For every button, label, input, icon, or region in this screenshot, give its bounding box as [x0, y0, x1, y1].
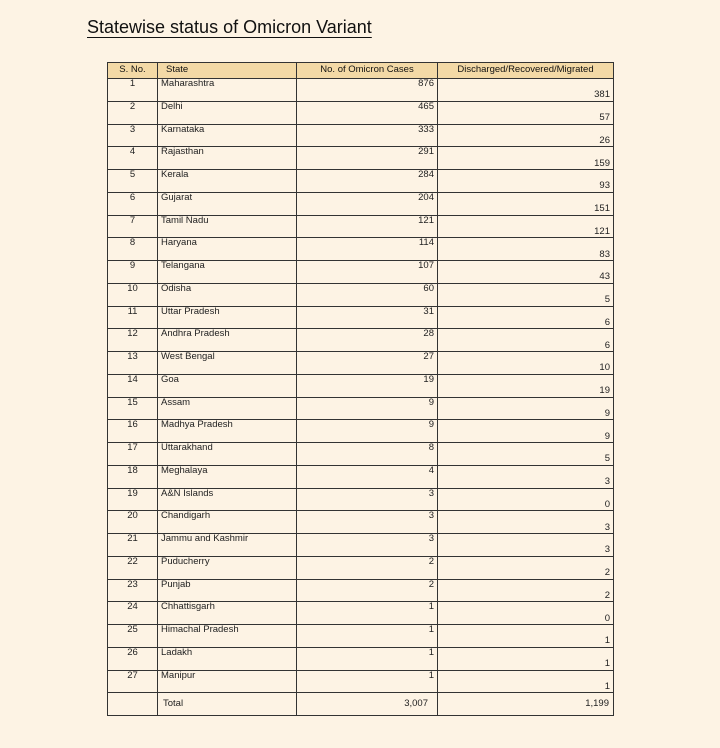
cell-cases: 3 — [297, 511, 438, 534]
cell-cases: 9 — [297, 397, 438, 420]
cell-discharged: 10 — [438, 352, 614, 375]
cell-sno: 12 — [108, 329, 158, 352]
cell-cases: 2 — [297, 579, 438, 602]
cell-sno: 9 — [108, 261, 158, 284]
cell-cases: 204 — [297, 192, 438, 215]
cell-sno: 22 — [108, 556, 158, 579]
cell-discharged: 2 — [438, 579, 614, 602]
cell-discharged: 381 — [438, 79, 614, 102]
cell-cases: 3 — [297, 488, 438, 511]
table-row — [108, 397, 614, 420]
cell-cases: 284 — [297, 170, 438, 193]
cell-sno: 13 — [108, 352, 158, 375]
cell-discharged: 159 — [438, 147, 614, 170]
table-row — [108, 306, 614, 329]
page-title: Statewise status of Omicron Variant — [87, 17, 372, 37]
cell-state: Gujarat — [158, 192, 297, 215]
cell-total-cases: 3,007 — [297, 693, 438, 716]
table-row — [108, 147, 614, 170]
table-row — [108, 374, 614, 397]
header-sno: S. No. — [108, 63, 158, 79]
cell-cases: 1 — [297, 647, 438, 670]
cell-sno: 25 — [108, 625, 158, 648]
cell-cases: 121 — [297, 215, 438, 238]
table-row — [108, 352, 614, 375]
cell-state: Manipur — [158, 670, 297, 693]
cell-sno: 18 — [108, 465, 158, 488]
cell-discharged: 26 — [438, 124, 614, 147]
cell-state: Chhattisgarh — [158, 602, 297, 625]
cell-state: Karnataka — [158, 124, 297, 147]
cell-cases: 31 — [297, 306, 438, 329]
cell-discharged: 0 — [438, 602, 614, 625]
cell-state: West Bengal — [158, 352, 297, 375]
table-row — [108, 534, 614, 557]
cell-discharged: 9 — [438, 420, 614, 443]
cell-sno: 15 — [108, 397, 158, 420]
cell-total-discharged: 1,199 — [438, 693, 614, 716]
cell-discharged: 5 — [438, 443, 614, 466]
cell-discharged: 121 — [438, 215, 614, 238]
cell-discharged: 6 — [438, 306, 614, 329]
cell-state: Assam — [158, 397, 297, 420]
cell-cases: 27 — [297, 352, 438, 375]
cell-sno: 23 — [108, 579, 158, 602]
cell-state: Rajasthan — [158, 147, 297, 170]
cell-state: Chandigarh — [158, 511, 297, 534]
table-row — [108, 101, 614, 124]
table-row — [108, 215, 614, 238]
cell-cases: 60 — [297, 283, 438, 306]
cell-sno: 19 — [108, 488, 158, 511]
cell-discharged: 1 — [438, 647, 614, 670]
cell-sno: 8 — [108, 238, 158, 261]
table-row — [108, 420, 614, 443]
cell-state: Ladakh — [158, 647, 297, 670]
header-state: State — [158, 63, 297, 79]
cell-cases: 3 — [297, 534, 438, 557]
table-row — [108, 556, 614, 579]
cell-cases: 1 — [297, 670, 438, 693]
cell-discharged: 1 — [438, 670, 614, 693]
cell-state: Punjab — [158, 579, 297, 602]
cell-state: Madhya Pradesh — [158, 420, 297, 443]
cell-state: Goa — [158, 374, 297, 397]
cell-cases: 876 — [297, 79, 438, 102]
table-row — [108, 329, 614, 352]
cell-discharged: 83 — [438, 238, 614, 261]
cell-sno: 7 — [108, 215, 158, 238]
cell-state: Uttar Pradesh — [158, 306, 297, 329]
cell-sno: 26 — [108, 647, 158, 670]
cell-discharged: 9 — [438, 397, 614, 420]
cell-discharged: 19 — [438, 374, 614, 397]
table-row — [108, 488, 614, 511]
cell-state: Telangana — [158, 261, 297, 284]
cell-cases: 19 — [297, 374, 438, 397]
cell-cases: 9 — [297, 420, 438, 443]
cell-sno: 6 — [108, 192, 158, 215]
cell-cases: 2 — [297, 556, 438, 579]
cell-sno: 10 — [108, 283, 158, 306]
table-row — [108, 261, 614, 284]
cell-state: Maharashtra — [158, 79, 297, 102]
table-row — [108, 670, 614, 693]
cell-state: Odisha — [158, 283, 297, 306]
cell-discharged: 1 — [438, 625, 614, 648]
omicron-status-table — [107, 62, 614, 716]
cell-discharged: 3 — [438, 465, 614, 488]
table-row — [108, 170, 614, 193]
total-row — [108, 693, 614, 716]
table-body — [108, 79, 614, 716]
cell-sno: 17 — [108, 443, 158, 466]
cell-state: Puducherry — [158, 556, 297, 579]
cell-sno: 16 — [108, 420, 158, 443]
cell-sno: 4 — [108, 147, 158, 170]
cell-cases: 8 — [297, 443, 438, 466]
cell-state: Uttarakhand — [158, 443, 297, 466]
header-discharged: Discharged/Recovered/Migrated — [438, 63, 614, 79]
header-cases: No. of Omicron Cases — [297, 63, 438, 79]
cell-sno: 14 — [108, 374, 158, 397]
table-row — [108, 511, 614, 534]
cell-discharged: 3 — [438, 534, 614, 557]
table-row — [108, 192, 614, 215]
table-row — [108, 238, 614, 261]
cell-sno: 27 — [108, 670, 158, 693]
cell-state: A&N Islands — [158, 488, 297, 511]
cell-total-sno — [108, 693, 158, 716]
table-row — [108, 79, 614, 102]
cell-sno: 24 — [108, 602, 158, 625]
table-row — [108, 443, 614, 466]
cell-discharged: 2 — [438, 556, 614, 579]
table-row — [108, 602, 614, 625]
cell-cases: 107 — [297, 261, 438, 284]
cell-discharged: 151 — [438, 192, 614, 215]
cell-state: Meghalaya — [158, 465, 297, 488]
table-row — [108, 283, 614, 306]
table-row — [108, 579, 614, 602]
cell-state: Jammu and Kashmir — [158, 534, 297, 557]
cell-discharged: 57 — [438, 101, 614, 124]
cell-state: Delhi — [158, 101, 297, 124]
cell-sno: 20 — [108, 511, 158, 534]
cell-state: Himachal Pradesh — [158, 625, 297, 648]
cell-discharged: 93 — [438, 170, 614, 193]
table-header-row — [108, 63, 614, 79]
cell-cases: 1 — [297, 625, 438, 648]
cell-sno: 1 — [108, 79, 158, 102]
cell-discharged: 3 — [438, 511, 614, 534]
cell-state: Tamil Nadu — [158, 215, 297, 238]
cell-total-label: Total — [158, 693, 297, 716]
table-row — [108, 124, 614, 147]
cell-cases: 28 — [297, 329, 438, 352]
cell-discharged: 0 — [438, 488, 614, 511]
cell-discharged: 6 — [438, 329, 614, 352]
cell-cases: 465 — [297, 101, 438, 124]
table-row — [108, 647, 614, 670]
cell-sno: 11 — [108, 306, 158, 329]
cell-state: Kerala — [158, 170, 297, 193]
cell-state: Andhra Pradesh — [158, 329, 297, 352]
cell-cases: 4 — [297, 465, 438, 488]
table-row — [108, 625, 614, 648]
cell-sno: 3 — [108, 124, 158, 147]
cell-sno: 5 — [108, 170, 158, 193]
cell-sno: 2 — [108, 101, 158, 124]
table-row — [108, 465, 614, 488]
cell-cases: 333 — [297, 124, 438, 147]
cell-discharged: 43 — [438, 261, 614, 284]
cell-discharged: 5 — [438, 283, 614, 306]
cell-state: Haryana — [158, 238, 297, 261]
cell-cases: 291 — [297, 147, 438, 170]
cell-cases: 1 — [297, 602, 438, 625]
cell-sno: 21 — [108, 534, 158, 557]
cell-cases: 114 — [297, 238, 438, 261]
